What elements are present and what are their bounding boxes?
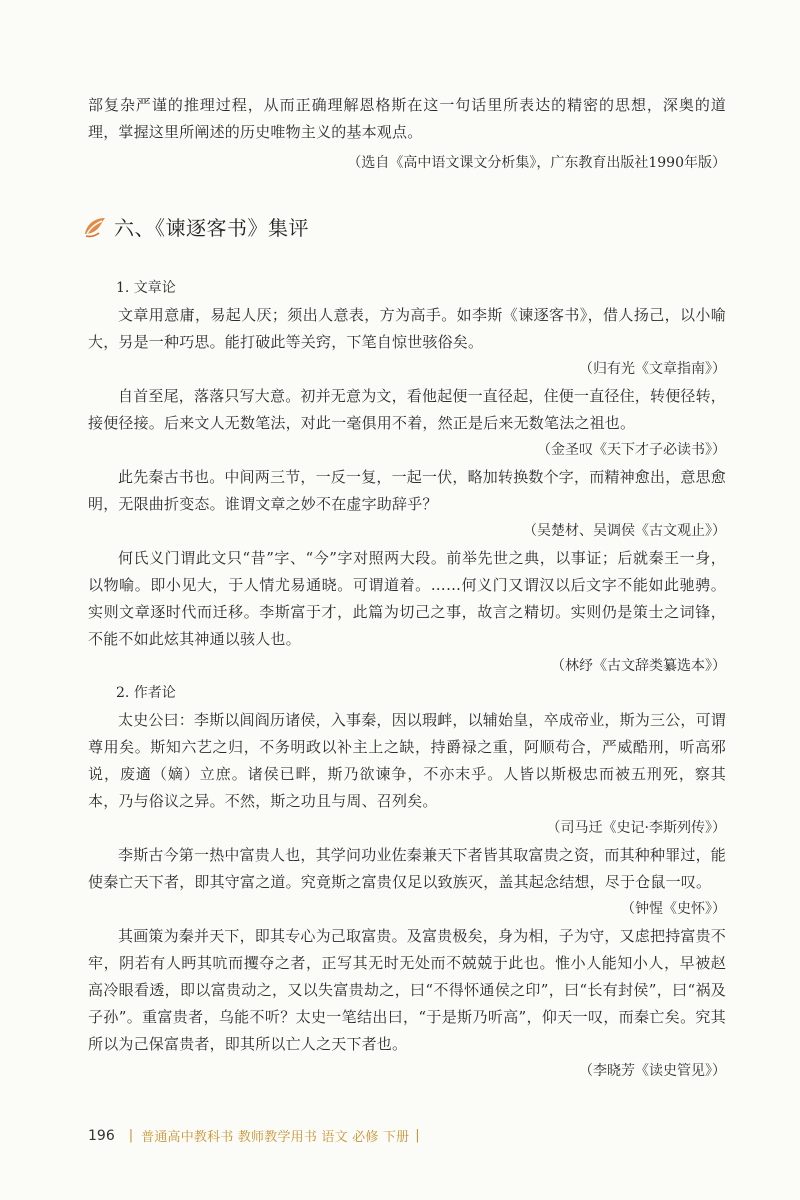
comment-source: （钟惺《史怀》） [621,901,726,917]
section-heading [82,212,309,241]
comment-source: （归有光《文章指南》） [579,361,726,377]
comment-source: （吴楚材、吴调侯《古文观止》） [523,523,726,539]
comment-paragraph: 何氏义门谓此文只“昔”字、“今”字对照两大段。前举先世之典，以事证；后就秦王一身，以物喻。即小见大，于人情尤易通晓。可谓道着。……何义门又谓汉以后文字不能如此驰骋。实则文章逐时代而迁移。李斯富于才，此篇为切己之事，故言之精切。实则仍是策士之词锋，不能不如此炫其神通以骇人也。 [88,549,726,648]
subheading-author: 2. 作者论 [116,685,176,701]
comment-source: （林纾《古文辞类纂选本》） [551,658,726,674]
part-article-comments [88,275,726,1085]
book-info: 普通高中教科书 教师教学用书 语文 必修 下册 [141,1130,410,1145]
page-number: 196 [88,1127,115,1144]
comment-paragraph: 其画策为秦并天下，即其专心为己取富贵。及富贵极矣，身为相，子为守，又虑把持富贵不牢，阴若有人眄其吭而攫夺之者，正写其无时无处而不兢兢于此也。惟小人能知小人，早被赵高冷眼看透，即以富贵动之，又以失富贵劫之，曰“不得怀通侯之印”，曰“长有封侯”，曰“祸及子孙”。重富贵者，乌能不听？太史一笔结出曰，“于是斯乃听高”，仰天一叹，而秦亡矣。究其所以为己保富贵者，即其所以亡人之天下者也。 [88,927,727,1053]
comment-paragraph: 此先秦古书也。中间两三节，一反一复，一起一伏，略加转换数个字，而精神愈出，意思愈明，无限曲折变态。谁谓文章之妙不在虚字助辞乎？ [88,468,727,513]
comment-source: （李晓芳《读史管见》） [579,1063,726,1079]
comment-paragraph: 自首至尾，落落只写大意。初并无意为文，看他起便一直径起，住便一直径住，转便径转，接便径接。后来文人无数笔法，对此一毫俱用不着，然正是后来无数笔法之祖也。 [88,387,727,432]
footer-separator-end: | [415,1128,420,1143]
footer-separator: | [128,1128,134,1143]
continued-section [88,92,726,177]
comment-paragraph: 文章用意庸，易起人厌；须出人意表，方为高手。如李斯《谏逐客书》，借人扬己，以小喻大，另是一种巧思。能打破此等关窍，下笔自惊世骇俗矣。 [88,306,726,351]
leaf-swirl-icon [82,214,108,240]
continued-paragraph: 部复杂严谨的推理过程，从而正确理解恩格斯在这一句话里所表达的精密的思想，深奥的道理，掌握这里所阐述的历史唯物主义的基本观点。 [88,96,726,141]
section-title: 六、《谏逐客书》集评 [114,216,309,240]
comment-source: （司马迁《史记·李斯列传》） [546,820,726,836]
comment-paragraph: 太史公曰：李斯以闾阎历诸侯，入事秦，因以瑕衅，以辅始皇，卒成帝业，斯为三公，可谓尊用矣。斯知六艺之归，不务明政以补主上之缺，持爵禄之重，阿顺苟合，严威酷刑，听高邪说，废適（嫡）立庶。诸侯已畔，斯乃欲谏争，不亦末乎。人皆以斯极忠而被五刑死，察其本，乃与俗议之异。不然，斯之功且与周、召列矣。 [88,711,727,810]
comment-paragraph: 李斯古今第一热中富贵人也，其学问功业佐秦兼天下者皆其取富贵之资，而其种种罪过，能使秦亡天下者，即其守富之道。究竟斯之富贵仅足以致族灭，盖其起念结想，尽于仓鼠一叹。 [88,846,727,891]
comment-source: （金圣叹《天下才子必读书》） [537,442,726,458]
continued-source: （选自《高中语文课文分析集》，广东教育出版社1990年版） [347,155,726,171]
page-footer [88,1126,420,1145]
subheading-article: 1. 文章论 [116,280,176,296]
